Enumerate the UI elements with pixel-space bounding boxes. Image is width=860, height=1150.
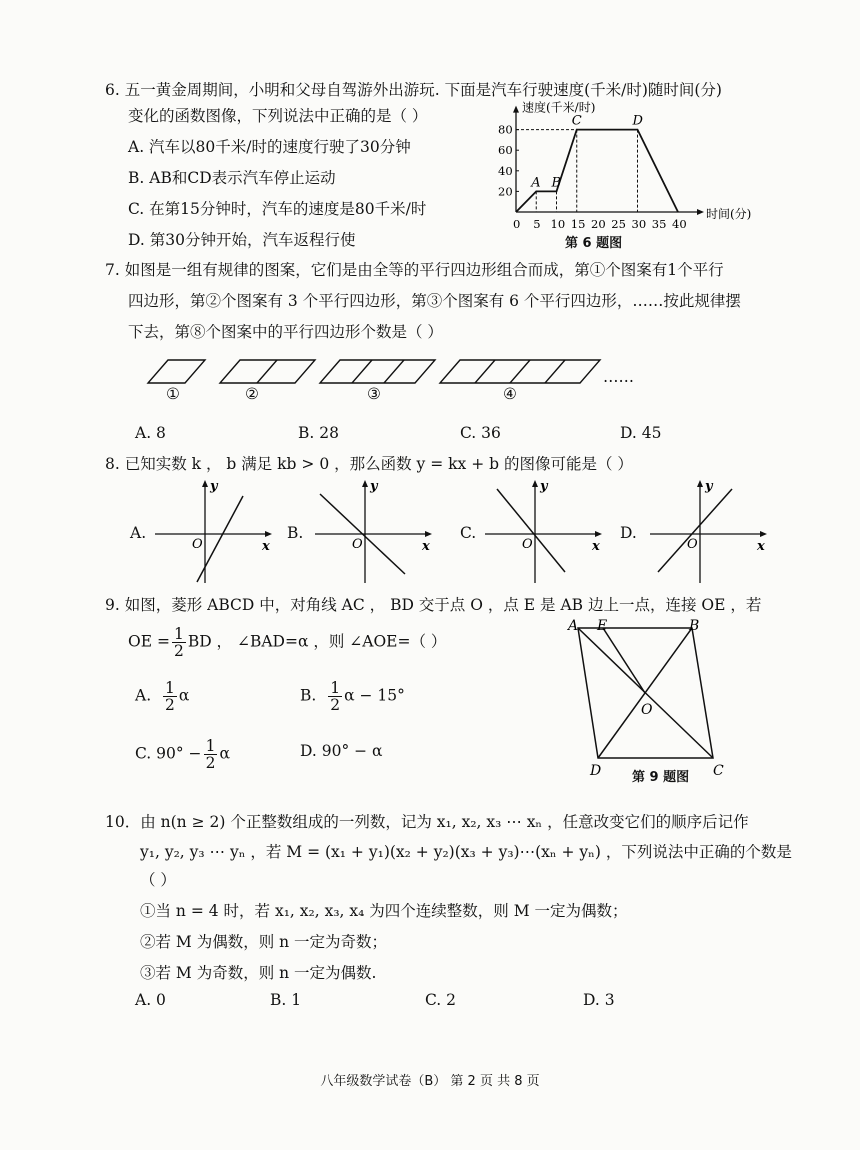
- q6-x-tick: 15: [570, 217, 586, 231]
- q7-line3: 下去，第⑧个图案中的平行四边形个数是（ ）: [128, 323, 443, 341]
- q8-x-label: x: [262, 539, 270, 554]
- q9-option-b: B. $\frac{1}{2}$ α − 15°: [300, 679, 405, 714]
- q10-line2: y₁, y₂, y₃ ⋯ yₙ ，若 M = (x₁ + y₁)(x₂ + y₂)(x₃ + y₃)⋯(xₙ + yₙ) ，下列说法中正确的个数是: [140, 843, 792, 861]
- q9-rhombus-figure: [565, 618, 740, 778]
- q8-origin-label: O: [687, 537, 698, 552]
- q7-ellipsis: ……: [603, 368, 634, 386]
- q6-x-tick: 20: [591, 217, 606, 231]
- q6-speed-line: [516, 130, 678, 212]
- q8-function-line: [197, 496, 243, 582]
- q8-graph-c: [480, 478, 605, 586]
- q9-option-a: A. $\frac{1}{2}$ α: [135, 679, 190, 714]
- q8-option-a: A.: [130, 524, 147, 542]
- q8-graph-a: [150, 478, 275, 586]
- q8-x-arrow: [760, 531, 767, 537]
- q6-option-c: C. 在第15分钟时，汽车的速度是80千米/时: [128, 200, 427, 218]
- q9-line2: [128, 626, 446, 659]
- q6-line2: 变化的函数图像，下列说法中正确的是（ ）: [128, 107, 428, 125]
- q6-x-tick: 10: [550, 217, 566, 231]
- q6-x-tick: 35: [651, 217, 667, 231]
- q8-origin-label: O: [352, 537, 363, 552]
- q10-line3: （ ）: [140, 871, 176, 889]
- q6-point-B: B: [551, 175, 562, 191]
- q6-x-tick: 0: [513, 217, 521, 231]
- q10-option-a: A. 0: [135, 991, 166, 1009]
- q10-option-c: C. 2: [425, 991, 457, 1009]
- q9-label-b: B: [689, 618, 700, 634]
- q9-label-a: A: [568, 618, 579, 634]
- q7-pattern-2: [220, 360, 315, 383]
- q7-option-d: D. 45: [620, 424, 662, 442]
- q6-option-b: B. AB和CD表示汽车停止运动: [128, 169, 336, 187]
- q7-parallelogram-patterns: [145, 355, 665, 410]
- q8-graph-d: [645, 478, 770, 586]
- q6-x-arrow: [697, 209, 704, 215]
- q10-option-b: B. 1: [270, 991, 302, 1009]
- q10-statement-1: ①当 n = 4 时，若 x₁, x₂, x₃, x₄ 为四个连续整数，则 M 一定为偶数；: [140, 902, 628, 920]
- q8-y-label: y: [370, 479, 378, 494]
- q9-line1: 9. 如图，菱形 ABCD 中，对角线 AC ， BD 交于点 O ，点 E 是 AB 边上一点，连接 OE ，若: [105, 596, 762, 614]
- q9-label-c: C: [713, 763, 724, 779]
- q8-option-b: B.: [287, 524, 304, 542]
- q9-option-c: C. 90° − $\frac{1}{2}$ α: [135, 737, 230, 772]
- q8-y-arrow: [697, 480, 703, 487]
- q8-option-c: C.: [460, 524, 477, 542]
- q6-x-tick: 25: [611, 217, 626, 231]
- q7-line1: 7. 如图是一组有规律的图案，它们是由全等的平行四边形组合而成，第①个图案有1个平行: [105, 261, 724, 279]
- q8-origin-label: O: [522, 537, 533, 552]
- q8-origin-label: O: [192, 537, 203, 552]
- q9-figure-caption: 第 9 题图: [632, 770, 690, 785]
- q7-option-a: A. 8: [135, 424, 166, 442]
- q6-option-d: D. 第30分钟开始，汽车返程行使: [128, 231, 356, 249]
- q8-x-label: x: [422, 539, 430, 554]
- q7-option-b: B. 28: [298, 424, 339, 442]
- q9-label-d: D: [590, 763, 602, 779]
- q6-option-a: A. 汽车以80千米/时的速度行驶了30分钟: [128, 138, 411, 156]
- q6-speed-time-chart: [490, 98, 770, 231]
- q8-function-line: [497, 489, 565, 572]
- q8-function-line: [658, 489, 732, 572]
- q6-y-tick: 60: [498, 143, 513, 158]
- q8-y-label: y: [705, 479, 713, 494]
- q6-x-label: 时间(分): [706, 207, 752, 221]
- q6-line1: 6. 五一黄金周期间，小明和父母自驾游外出游玩. 下面是汽车行驶速度(千米/时)随时间(分): [105, 81, 722, 99]
- q7-label-4: ④: [503, 385, 517, 403]
- q6-point-A: A: [531, 175, 541, 191]
- q8-y-arrow: [362, 480, 368, 487]
- q6-y-tick: 40: [498, 163, 513, 178]
- q6-y-tick: 20: [498, 184, 513, 199]
- q9-label-o: O: [641, 702, 653, 718]
- q8-x-label: x: [757, 539, 765, 554]
- q9-label-e: E: [597, 618, 608, 634]
- q8-line1: 8. 已知实数 k ， b 满足 kb > 0 ，那么函数 y = kx + b 的图像可能是（ ）: [105, 455, 633, 473]
- q10-statement-2: ②若 M 为偶数，则 n 一定为奇数；: [140, 933, 388, 951]
- q6-y-tick: 80: [498, 122, 513, 137]
- q7-label-2: ②: [245, 385, 259, 403]
- q8-x-arrow: [425, 531, 432, 537]
- q9-line2-pre: OE =: [128, 632, 170, 651]
- q10-line1: 10．由 n(n ≥ 2) 个正整数组成的一列数，记为 x₁, x₂, x₃ ⋯ xₙ ，任意改变它们的顺序后记作: [105, 813, 749, 831]
- q6-y-arrow: [513, 106, 519, 113]
- q8-x-arrow: [265, 531, 272, 537]
- q8-x-arrow: [595, 531, 602, 537]
- q6-figure-caption: 第 6 题图: [565, 236, 623, 251]
- q6-y-label: 速度(千米/时): [522, 100, 596, 115]
- q6-point-D: D: [632, 113, 643, 129]
- q9-option-d: D. 90° − α: [300, 742, 383, 760]
- q7-label-1: ①: [166, 385, 180, 403]
- q8-y-arrow: [202, 480, 208, 487]
- q10-option-d: D. 3: [583, 991, 615, 1009]
- q8-graph-b: [310, 478, 435, 586]
- q7-pattern-1: [148, 360, 205, 383]
- q8-y-label: y: [540, 479, 548, 494]
- q7-option-c: C. 36: [460, 424, 501, 442]
- q7-label-3: ③: [367, 385, 381, 403]
- q8-option-d: D.: [620, 524, 637, 542]
- page-footer: 八年级数学试卷（B） 第 2 页 共 8 页: [320, 1074, 540, 1089]
- q6-point-C: C: [571, 113, 582, 129]
- q9-fraction: $\frac{1}{2}$: [173, 625, 184, 660]
- q10-statement-3: ③若 M 为奇数，则 n 一定为偶数.: [140, 964, 377, 982]
- q7-pattern-4: [440, 360, 600, 383]
- q9-line2-post: BD ， ∠BAD=α ，则 ∠AOE=（ ）: [187, 632, 447, 651]
- q7-line2: 四边形，第②个图案有 3 个平行四边形，第③个图案有 6 个平行四边形，……按此规律摆: [128, 292, 741, 310]
- q6-x-tick: 40: [672, 217, 687, 231]
- q8-y-label: y: [210, 479, 218, 494]
- q8-x-label: x: [592, 539, 600, 554]
- q6-x-tick: 30: [631, 217, 647, 231]
- q6-x-tick: 5: [533, 217, 541, 231]
- q8-y-arrow: [532, 480, 538, 487]
- q7-pattern-3: [320, 360, 435, 383]
